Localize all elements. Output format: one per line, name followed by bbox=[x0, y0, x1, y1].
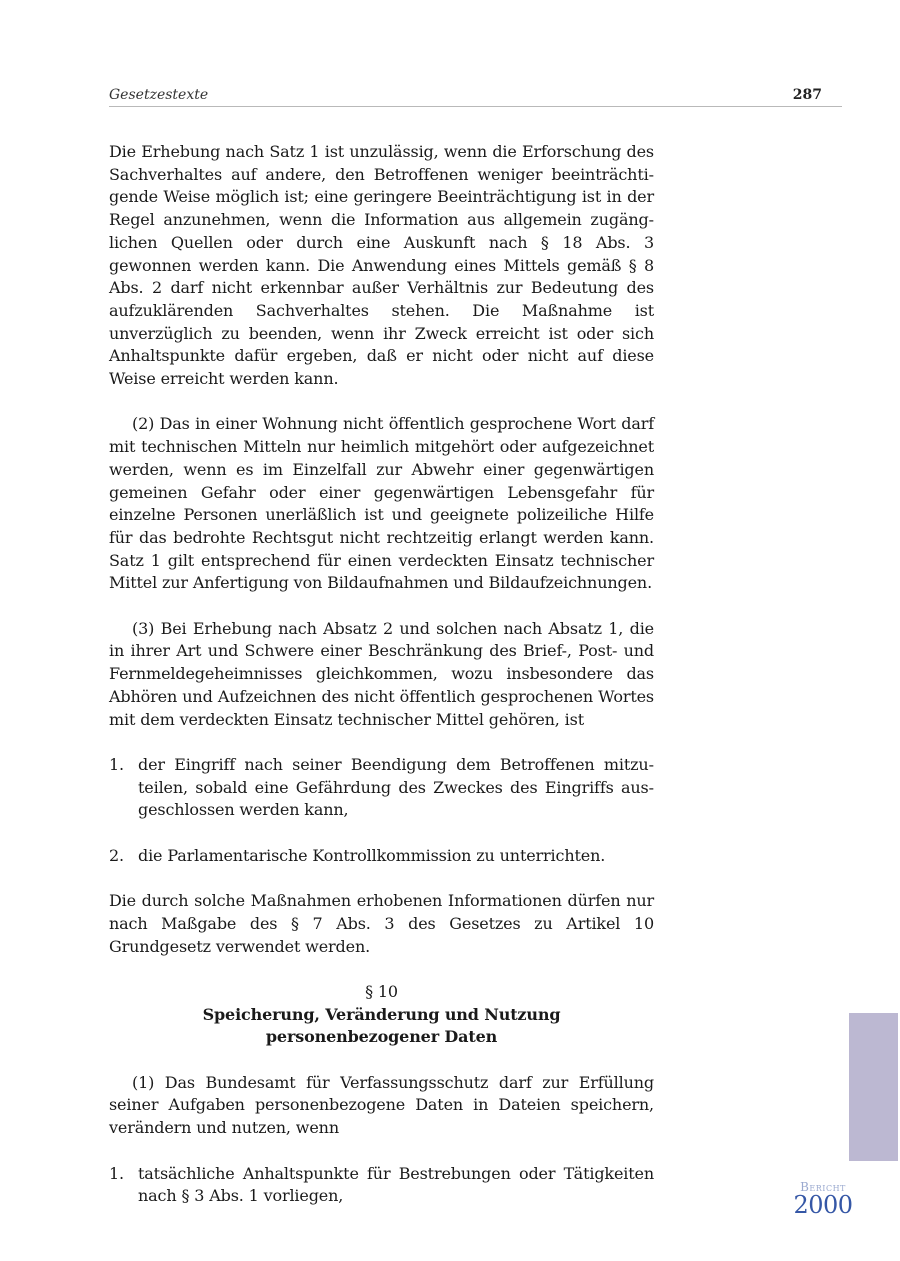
page-number: 287 bbox=[792, 87, 822, 103]
list-number: 2. bbox=[109, 845, 124, 865]
list-text: der Eingriff nach seiner Beendigung dem Betroffenen mitzuteilen, sobald eine Gefährdung des Zweckes des Eingriffs ausgeschlossen werden kann, bbox=[138, 754, 654, 820]
chapter-side-tab bbox=[849, 1013, 898, 1161]
running-header bbox=[109, 86, 842, 107]
section-number: § 10 bbox=[365, 981, 398, 1001]
section-heading bbox=[109, 981, 654, 1049]
bericht-2000-logo bbox=[788, 1180, 858, 1219]
paragraph-2: (2) Das in einer Wohnung nicht öffentlich gesprochene Wort darf mit technischen Mitteln nur heimlich mitgehört oder aufgezeichnet werden, wenn es im Einzelfall zur Abwehr einer gegenwärtigen gemeinen Gefahr oder einer gegenwärtigen Lebensgefahr für einzelne Personen unerläßlich ist und geeignete polizeiliche Hilfe für das bedrohte Rechtsgut nicht rechtzeitig erlangt werden kann. Satz 1 gilt entsprechend für einen verdeckten Einsatz technischer Mittel zur Anfertigung von Bildaufnahmen und Bildaufzeichnungen. bbox=[109, 414, 654, 593]
paragraph-4: Die durch solche Maßnahmen erhobenen Informationen dürfen nur nach Maßgabe des § 7 Abs. 3 des Gesetzes zu Artikel 10 Grundgesetz verwendet werden. bbox=[109, 891, 654, 956]
main-text bbox=[109, 141, 654, 1231]
list-number: 1. bbox=[109, 754, 124, 774]
paragraph-3: (3) Bei Erhebung nach Absatz 2 und solchen nach Absatz 1, die in ihrer Art und Schwere einer Beschränkung des Brief-, Post- und Fernmeldegeheimnisses gleichkommen, wozu insbesondere das Abhören und Aufzeichnen des nicht öffentlich gesprochenen Wortes mit dem verdeckten Einsatz technischer Mittel gehören, ist bbox=[109, 618, 654, 729]
logo-word: Bericht bbox=[800, 1180, 846, 1194]
list-number: 1. bbox=[109, 1163, 124, 1183]
list-item bbox=[109, 754, 654, 822]
list-item bbox=[109, 845, 654, 868]
paragraph-5: (1) Das Bundesamt für Verfassungsschutz darf zur Erfüllung seiner Aufgaben personenbezogene Daten in Dateien speichern, verändern und nutzen, wenn bbox=[109, 1072, 654, 1138]
list-text: die Parlamentarische Kontrollkommission zu unterrichten. bbox=[138, 845, 606, 865]
list-text: tatsächliche Anhaltspunkte für Bestrebungen oder Tätigkeiten nach § 3 Abs. 1 vorliegen, bbox=[138, 1163, 654, 1206]
section-title: Speicherung, Veränderung und Nutzung personenbezogener Daten bbox=[202, 1004, 561, 1047]
paragraph-1: Die Erhebung nach Satz 1 ist unzulässig, wenn die Erforschung des Sachverhaltes auf andere, den Betroffenen weniger beeinträchtigende Weise möglich ist; eine geringere Beeinträchtigung ist in der Regel anzunehmen, wenn die Information aus allgemein zugänglichen Quellen oder durch eine Auskunft nach § 18 Abs. 3 gewonnen werden kann. Die Anwendung eines Mittels gemäß § 8 Abs. 2 darf nicht erkennbar außer Verhältnis zur Bedeutung des aufzuklärenden Sachverhaltes stehen. Die Maßnahme ist unverzüglich zu beenden, wenn ihr Zweck erreicht ist oder sich Anhaltspunkte dafür ergeben, daß er nicht oder nicht auf diese Weise erreicht werden kann. bbox=[109, 142, 654, 389]
logo-year: 2000 bbox=[793, 1191, 853, 1219]
header-title: Gesetzestexte bbox=[109, 87, 209, 103]
list-item bbox=[109, 1163, 654, 1208]
